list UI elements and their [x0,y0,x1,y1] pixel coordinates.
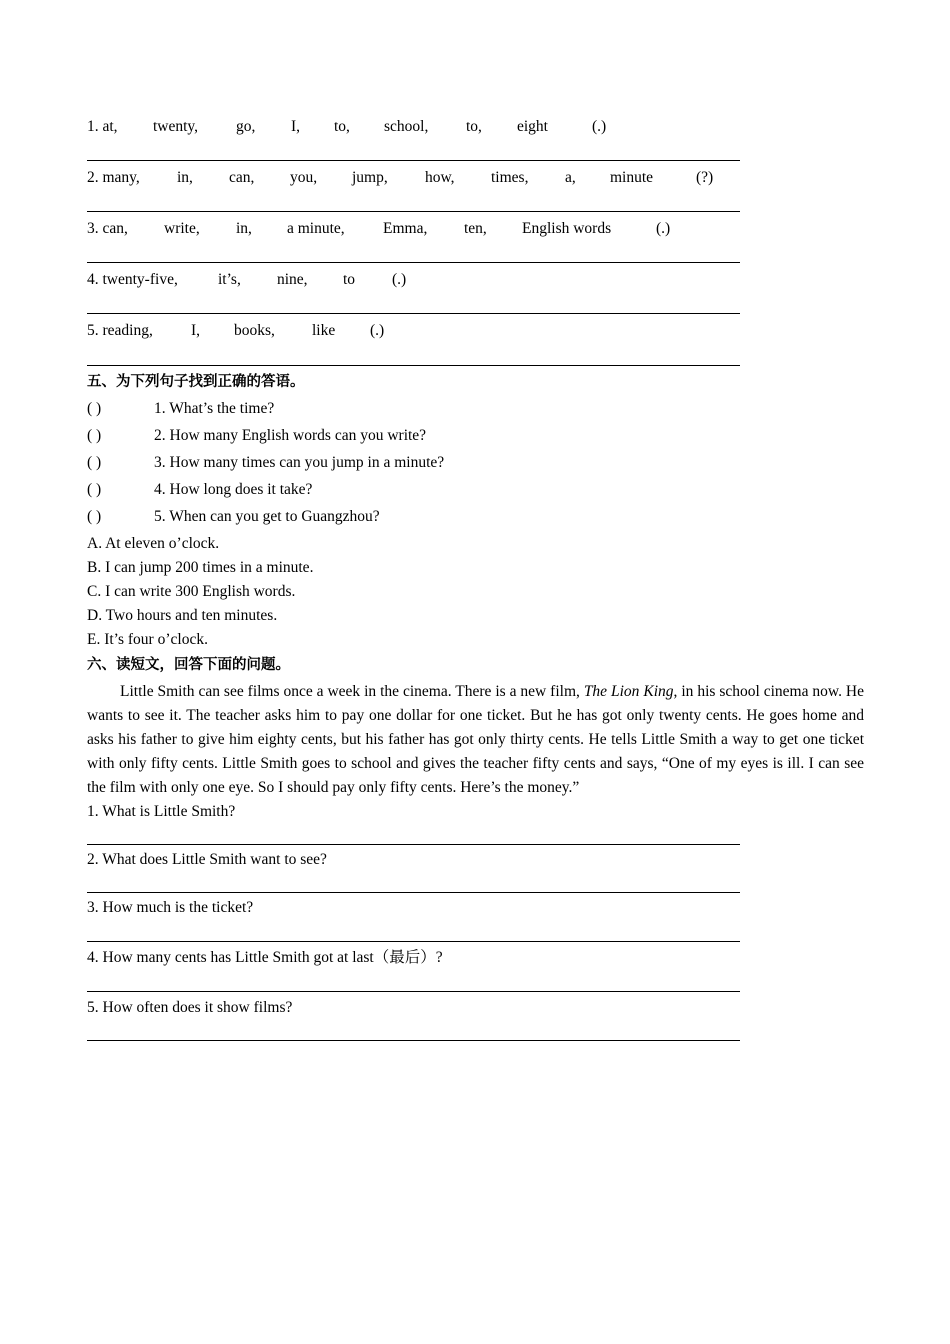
answer-bracket[interactable]: ( ) [87,508,102,525]
question-text: 2. How many English words can you write? [154,427,427,444]
word: to [343,271,356,288]
word: can, [229,169,255,186]
question-text: 4. How long does it take? [154,481,313,498]
answer-line[interactable] [87,262,740,263]
answer-line[interactable] [87,313,740,314]
answer-line[interactable] [87,160,740,161]
question-text: 5. When can you get to Guangzhou? [154,508,380,525]
word: 3. can, [87,220,128,237]
punctuation-hint: (?) [696,169,714,186]
answer-bracket[interactable]: ( ) [87,400,102,417]
answer-bracket[interactable]: ( ) [87,427,102,444]
word: times, [491,169,529,186]
answer-line[interactable] [87,844,740,845]
answer-line[interactable] [87,991,740,992]
word: eight [517,118,548,135]
passage-text: Little Smith can see films once a week in the cinema. There is a new film, [120,683,584,700]
word: books, [234,322,275,339]
word: in, [236,220,252,237]
punctuation-hint: (.) [592,118,607,135]
word: it’s, [218,271,241,288]
reading-question-3: 3. How much is the ticket? [87,899,254,916]
answer-option-d: D. Two hours and ten minutes. [87,607,278,624]
answer-option-b: B. I can jump 200 times in a minute. [87,559,314,576]
word: nine, [277,271,308,288]
word: how, [425,169,455,186]
word: ten, [464,220,487,237]
section-5-heading: 五、为下列句子找到正确的答语。 [87,374,305,390]
word: Emma, [383,220,428,237]
word: minute [610,169,654,186]
answer-option-e: E. It’s four o’clock. [87,631,208,648]
word: 1. at, [87,118,118,135]
word: to, [334,118,350,135]
punctuation-hint: (.) [392,271,407,288]
passage-text: , in his school cinema now. He wants to see it. The teacher asks him to pay one dollar for one ticket. But he has got only twenty cents. He goes home and asks his father to give him eighty cents, but his father has got only thirty cents. He tells Little Smith a way to get one ticket with only fifty cents. Little Smith goes to school and gives the teacher fifty cents and says, “One of my eyes is ill. I can see the film with only one eye. So I should pay only fifty cents. Here’s the money.” [87,683,865,796]
word: like [312,322,336,339]
word: 5. reading, [87,322,153,339]
reading-question-2: 2. What does Little Smith want to see? [87,851,327,868]
answer-option-c: C. I can write 300 English words. [87,583,296,600]
section-6-heading: 六、读短文，回答下面的问题。 [87,657,290,673]
word: school, [384,118,429,135]
answer-line[interactable] [87,892,740,893]
answer-bracket[interactable]: ( ) [87,454,102,471]
reading-question-1: 1. What is Little Smith? [87,803,236,820]
question-text: 3. How many times can you jump in a minute? [154,454,445,471]
word: go, [236,118,256,135]
punctuation-hint: (.) [370,322,385,339]
answer-option-a: A. At eleven o’clock. [87,535,220,552]
word: twenty, [153,118,199,135]
word: to, [466,118,482,135]
word: I, [191,322,201,339]
reading-question-5: 5. How often does it show films? [87,999,293,1016]
film-title: The Lion King [583,683,674,700]
reading-passage [87,680,864,800]
word: 2. many, [87,169,140,186]
answer-line[interactable] [87,941,740,942]
reading-question-4: 4. How many cents has Little Smith got at last（最后）? [87,949,443,966]
answer-line[interactable] [87,365,740,366]
word: English words [522,220,612,237]
answer-line[interactable] [87,1040,740,1041]
word: I, [291,118,301,135]
answer-bracket[interactable]: ( ) [87,481,102,498]
word: a minute, [287,220,345,237]
word: write, [164,220,200,237]
word: you, [290,169,318,186]
word: jump, [352,169,388,186]
word: a, [565,169,576,186]
word: in, [177,169,193,186]
word: 4. twenty-five, [87,271,178,288]
question-text: 1. What’s the time? [154,400,275,417]
answer-line[interactable] [87,211,740,212]
punctuation-hint: (.) [656,220,671,237]
